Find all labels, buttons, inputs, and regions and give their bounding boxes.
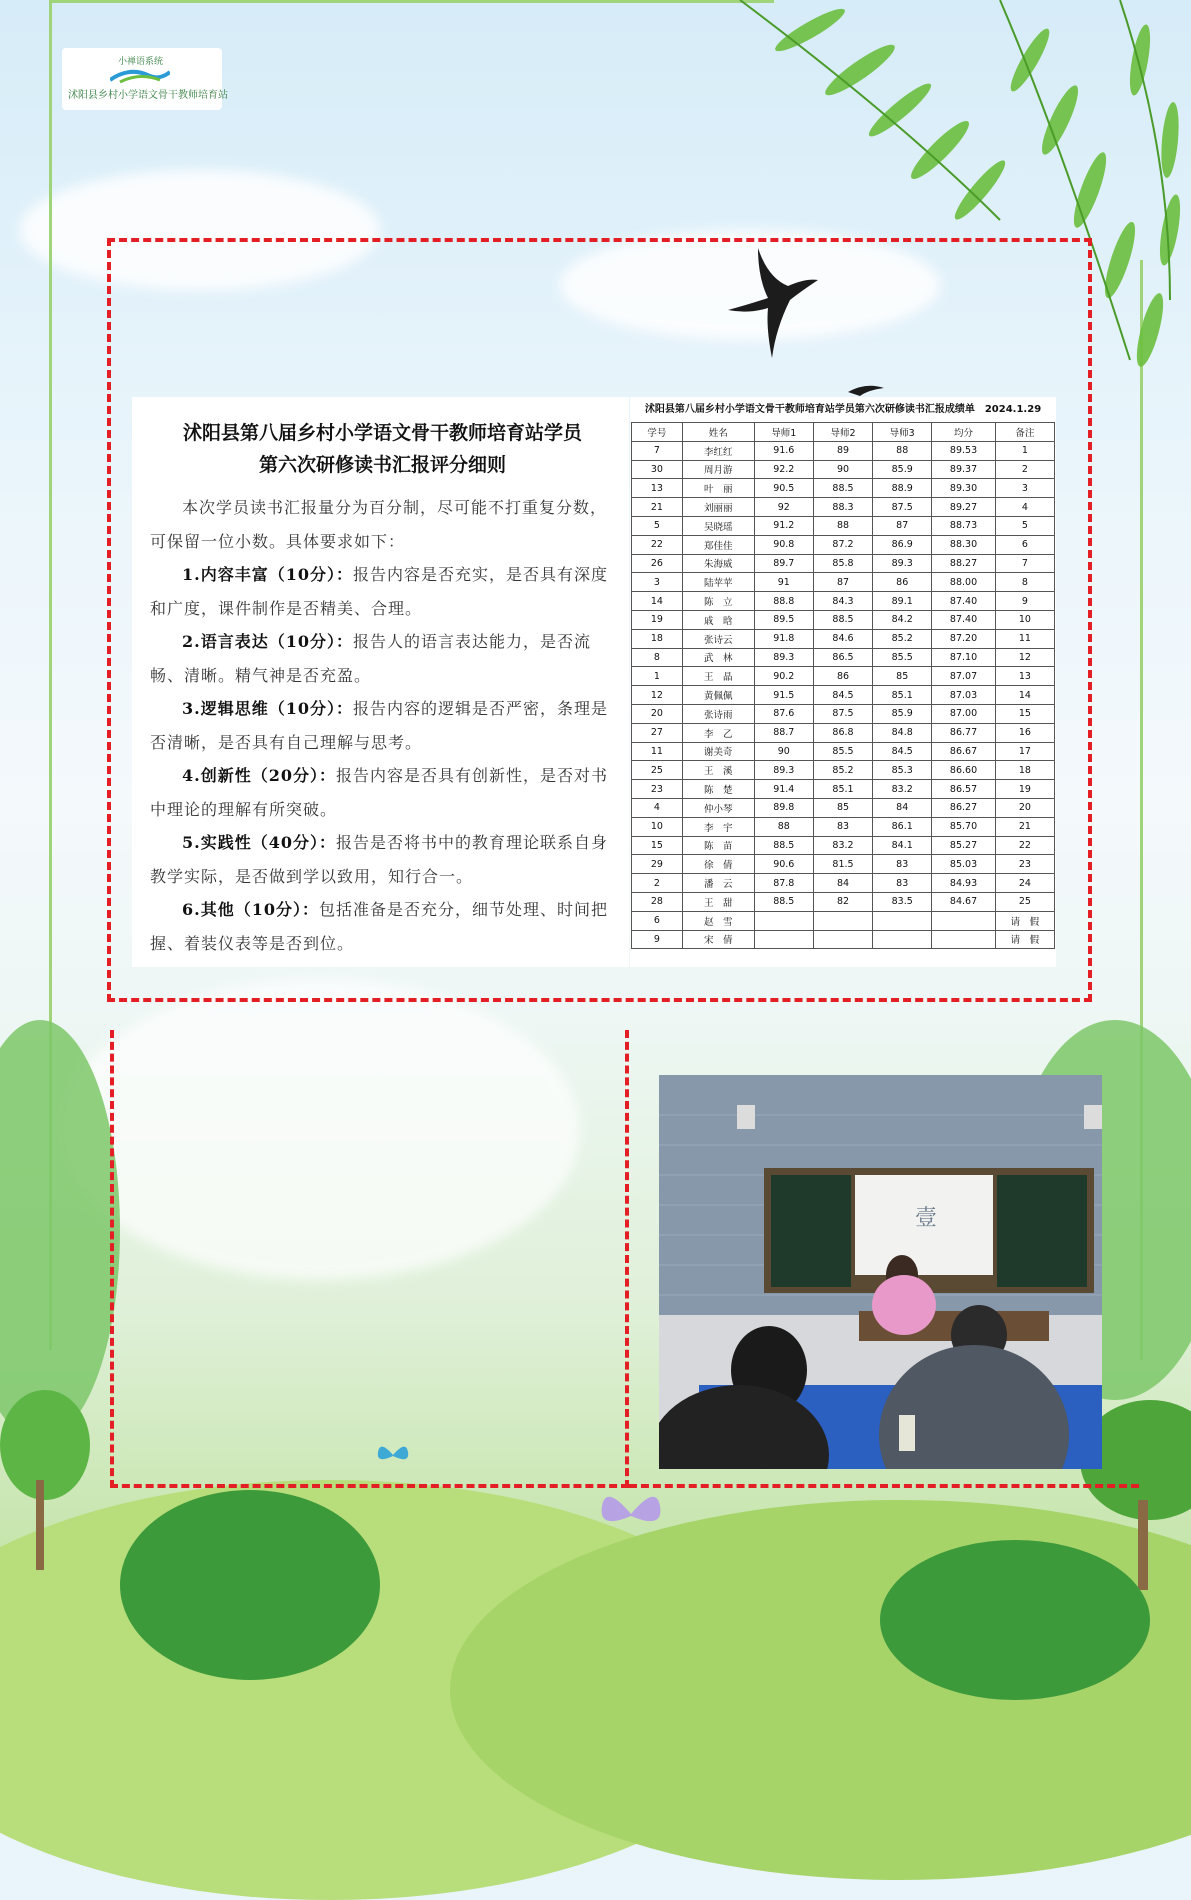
table-cell: 21 <box>995 817 1054 836</box>
tree-trunk <box>1138 1500 1148 1590</box>
table-cell: 87 <box>813 573 872 592</box>
table-cell: 87.40 <box>932 610 995 629</box>
table-cell: 85.2 <box>813 761 872 780</box>
table-cell: 89 <box>813 441 872 460</box>
table-cell: 85.70 <box>932 817 995 836</box>
table-cell: 1 <box>995 441 1054 460</box>
rule-item <box>150 558 615 625</box>
table-row <box>632 836 1055 855</box>
rule-item <box>150 692 615 759</box>
table-cell: 87.03 <box>932 686 995 705</box>
table-cell: 16 <box>995 723 1054 742</box>
table-row <box>632 667 1055 686</box>
table-cell: 85.03 <box>932 855 995 874</box>
table-cell: 张诗雨 <box>682 704 754 723</box>
rule-item-body: 报告是否将书中的教育理论联系自身教学实际，是否做到学以致用，知行合一。 <box>150 833 608 886</box>
table-cell: 88.00 <box>932 573 995 592</box>
table-cell: 89.27 <box>932 498 995 517</box>
table-row <box>632 554 1055 573</box>
table-cell: 20 <box>995 798 1054 817</box>
table-row <box>632 798 1055 817</box>
table-cell: 87.6 <box>754 704 813 723</box>
table-cell: 18 <box>632 629 683 648</box>
table-cell: 陈 苗 <box>682 836 754 855</box>
table-cell: 26 <box>632 554 683 573</box>
table-cell: 吴晓瑶 <box>682 516 754 535</box>
table-cell: 13 <box>995 667 1054 686</box>
table-cell: 90 <box>813 460 872 479</box>
table-cell: 李 宇 <box>682 817 754 836</box>
classroom-photo-illustration <box>659 1075 1102 1469</box>
table-row <box>632 498 1055 517</box>
table-row <box>632 855 1055 874</box>
table-cell: 赵 雪 <box>682 911 754 930</box>
table-cell: 88.3 <box>813 498 872 517</box>
table-cell: 85.2 <box>873 629 932 648</box>
table-cell: 4 <box>632 798 683 817</box>
table-cell: 2 <box>632 874 683 893</box>
table-cell: 88.5 <box>813 610 872 629</box>
table-cell: 12 <box>632 686 683 705</box>
table-cell: 87.5 <box>873 498 932 517</box>
table-cell: 88.5 <box>813 479 872 498</box>
table-cell: 88.7 <box>754 723 813 742</box>
table-cell: 88 <box>873 441 932 460</box>
table-cell: 86.9 <box>873 535 932 554</box>
table-cell <box>873 930 932 949</box>
table-cell: 88 <box>813 516 872 535</box>
table-cell: 85.3 <box>873 761 932 780</box>
table-cell: 87.40 <box>932 592 995 611</box>
table-cell <box>932 911 995 930</box>
table-cell: 刘丽丽 <box>682 498 754 517</box>
table-cell: 6 <box>632 911 683 930</box>
table-cell: 86 <box>873 573 932 592</box>
logo-top-text: 小禅语系统 <box>118 57 164 67</box>
table-cell: 6 <box>995 535 1054 554</box>
table-cell: 86.5 <box>813 648 872 667</box>
table-row <box>632 573 1055 592</box>
rule-item-body: 包括准备是否充分，细节处理、时间把握、着装仪表等是否到位。 <box>150 900 608 953</box>
table-cell: 23 <box>995 855 1054 874</box>
frame-top-line <box>49 0 774 3</box>
table-cell: 15 <box>995 704 1054 723</box>
table-cell: 86.77 <box>932 723 995 742</box>
table-cell: 85.9 <box>873 460 932 479</box>
table-cell: 3 <box>632 573 683 592</box>
table-cell: 86.60 <box>932 761 995 780</box>
table-cell: 85.1 <box>873 686 932 705</box>
table-cell: 83.2 <box>873 780 932 799</box>
table-cell: 徐 倩 <box>682 855 754 874</box>
table-row <box>632 479 1055 498</box>
table-cell: 仲小琴 <box>682 798 754 817</box>
table-cell: 87.07 <box>932 667 995 686</box>
column-header: 导师1 <box>754 423 813 442</box>
table-cell: 89.37 <box>932 460 995 479</box>
table-cell: 84.93 <box>932 874 995 893</box>
table-cell: 22 <box>995 836 1054 855</box>
table-cell <box>754 911 813 930</box>
table-cell: 李红红 <box>682 441 754 460</box>
table-cell: 91.2 <box>754 516 813 535</box>
table-cell: 2 <box>995 460 1054 479</box>
rule-item-heading: 2.语言表达（10分）： <box>182 632 353 651</box>
table-cell: 84.2 <box>873 610 932 629</box>
table-cell: 92 <box>754 498 813 517</box>
table-cell: 87.00 <box>932 704 995 723</box>
table-cell: 85.9 <box>873 704 932 723</box>
table-cell: 12 <box>995 648 1054 667</box>
table-cell: 91.8 <box>754 629 813 648</box>
score-table <box>631 422 1055 949</box>
table-cell: 黄佩佩 <box>682 686 754 705</box>
table-cell: 9 <box>632 930 683 949</box>
table-row <box>632 930 1055 949</box>
rule-item-heading: 5.实践性（40分）： <box>182 833 336 852</box>
table-cell: 1 <box>632 667 683 686</box>
table-row <box>632 610 1055 629</box>
table-cell: 郑佳佳 <box>682 535 754 554</box>
table-cell: 14 <box>632 592 683 611</box>
rule-item-heading: 6.其他（10分）： <box>182 900 319 919</box>
table-cell: 85 <box>873 667 932 686</box>
table-cell: 周月游 <box>682 460 754 479</box>
table-cell: 86 <box>813 667 872 686</box>
table-cell: 90.6 <box>754 855 813 874</box>
table-cell: 90.8 <box>754 535 813 554</box>
table-cell: 84.67 <box>932 892 995 911</box>
logo-caption: 沭阳县乡村小学语文骨干教师培育站 <box>68 90 228 101</box>
table-cell: 85.5 <box>873 648 932 667</box>
table-cell: 88.30 <box>932 535 995 554</box>
table-cell: 14 <box>995 686 1054 705</box>
table-row <box>632 535 1055 554</box>
table-cell: 25 <box>995 892 1054 911</box>
table-cell: 87.10 <box>932 648 995 667</box>
table-cell: 武 林 <box>682 648 754 667</box>
table-cell: 83.5 <box>873 892 932 911</box>
table-cell: 88.73 <box>932 516 995 535</box>
table-row <box>632 761 1055 780</box>
table-cell: 91.4 <box>754 780 813 799</box>
table-cell: 25 <box>632 761 683 780</box>
table-cell: 91 <box>754 573 813 592</box>
table-cell: 11 <box>632 742 683 761</box>
table-cell: 5 <box>632 516 683 535</box>
table-cell: 王 晶 <box>682 667 754 686</box>
table-row <box>632 648 1055 667</box>
score-table-caption: 沭阳县第八届乡村小学语文骨干教师培育站学员第六次研修读书汇报成绩单 2024.1.29 <box>644 404 1042 415</box>
table-cell: 3 <box>995 479 1054 498</box>
table-cell: 86.67 <box>932 742 995 761</box>
table-cell: 90 <box>754 742 813 761</box>
table-row <box>632 892 1055 911</box>
rule-item <box>150 759 615 826</box>
table-cell: 86.1 <box>873 817 932 836</box>
column-header: 备注 <box>995 423 1054 442</box>
table-cell: 8 <box>995 573 1054 592</box>
table-cell: 18 <box>995 761 1054 780</box>
table-cell: 17 <box>995 742 1054 761</box>
table-cell: 89.7 <box>754 554 813 573</box>
rule-item-heading: 4.创新性（20分）： <box>182 766 336 785</box>
table-cell: 89.8 <box>754 798 813 817</box>
rule-item <box>150 826 615 893</box>
table-cell: 潘 云 <box>682 874 754 893</box>
bottom-right-dashed-line <box>629 1484 1139 1488</box>
slide-character: 壹 <box>915 1206 938 1231</box>
table-cell: 张诗云 <box>682 629 754 648</box>
table-cell: 7 <box>632 441 683 460</box>
table-cell: 89.5 <box>754 610 813 629</box>
table-cell: 7 <box>995 554 1054 573</box>
table-cell: 朱海威 <box>682 554 754 573</box>
table-cell: 85.5 <box>813 742 872 761</box>
rule-item <box>150 625 615 692</box>
table-cell: 85.1 <box>813 780 872 799</box>
table-row <box>632 441 1055 460</box>
table-cell: 88.5 <box>754 836 813 855</box>
table-cell <box>873 911 932 930</box>
classroom-photo <box>659 1075 1102 1469</box>
table-row <box>632 780 1055 799</box>
table-row <box>632 460 1055 479</box>
table-cell: 84.5 <box>813 686 872 705</box>
table-cell: 请 假 <box>995 911 1054 930</box>
table-cell: 84 <box>813 874 872 893</box>
rules-title-line2: 第六次研修读书汇报评分细则 <box>258 454 506 476</box>
column-header: 导师3 <box>873 423 932 442</box>
table-cell: 20 <box>632 704 683 723</box>
table-cell: 85.8 <box>813 554 872 573</box>
table-cell: 李 乙 <box>682 723 754 742</box>
table-cell: 87 <box>873 516 932 535</box>
table-cell: 陈 楚 <box>682 780 754 799</box>
table-cell: 21 <box>632 498 683 517</box>
table-cell: 请 假 <box>995 930 1054 949</box>
table-cell <box>932 930 995 949</box>
table-cell: 30 <box>632 460 683 479</box>
table-cell: 88 <box>754 817 813 836</box>
table-cell: 85.27 <box>932 836 995 855</box>
table-cell: 84.3 <box>813 592 872 611</box>
tree <box>0 1390 90 1500</box>
table-cell: 90.5 <box>754 479 813 498</box>
table-cell: 宋 倩 <box>682 930 754 949</box>
table-cell: 9 <box>995 592 1054 611</box>
table-cell: 84 <box>873 798 932 817</box>
table-cell: 89.3 <box>754 648 813 667</box>
table-row <box>632 742 1055 761</box>
tree-trunk <box>36 1480 44 1570</box>
table-row <box>632 629 1055 648</box>
table-cell: 戚 晗 <box>682 610 754 629</box>
rules-title-line1: 沭阳县第八届乡村小学语文骨干教师培育站学员 <box>182 422 582 444</box>
table-cell <box>813 930 872 949</box>
table-cell: 13 <box>632 479 683 498</box>
table-cell: 王 溪 <box>682 761 754 780</box>
table-cell: 84.1 <box>873 836 932 855</box>
table-cell: 8 <box>632 648 683 667</box>
table-cell: 29 <box>632 855 683 874</box>
table-cell: 23 <box>632 780 683 799</box>
rule-item-heading: 3.逻辑思维（10分）： <box>182 699 353 718</box>
rule-item-body: 报告内容是否具有创新性，是否对书中理论的理解有所突破。 <box>150 766 608 819</box>
score-table-body <box>632 441 1055 949</box>
table-cell: 83 <box>873 874 932 893</box>
table-cell: 83 <box>873 855 932 874</box>
table-cell: 5 <box>995 516 1054 535</box>
table-cell: 90.2 <box>754 667 813 686</box>
table-cell: 4 <box>995 498 1054 517</box>
table-cell: 19 <box>995 780 1054 799</box>
table-header-row <box>632 423 1055 442</box>
table-cell: 87.5 <box>813 704 872 723</box>
table-cell: 81.5 <box>813 855 872 874</box>
table-cell: 86.57 <box>932 780 995 799</box>
table-cell: 88.8 <box>754 592 813 611</box>
table-cell: 11 <box>995 629 1054 648</box>
table-row <box>632 817 1055 836</box>
table-cell: 91.5 <box>754 686 813 705</box>
rule-item <box>150 893 615 960</box>
score-report-document <box>630 397 1056 967</box>
table-cell: 83.2 <box>813 836 872 855</box>
table-cell: 88.5 <box>754 892 813 911</box>
table-cell: 22 <box>632 535 683 554</box>
table-cell: 92.2 <box>754 460 813 479</box>
table-cell: 84.8 <box>873 723 932 742</box>
table-cell: 83 <box>813 817 872 836</box>
table-cell <box>813 911 872 930</box>
table-cell: 89.3 <box>754 761 813 780</box>
table-cell: 24 <box>995 874 1054 893</box>
table-cell: 87.8 <box>754 874 813 893</box>
table-row <box>632 686 1055 705</box>
table-cell: 84.6 <box>813 629 872 648</box>
table-cell: 28 <box>632 892 683 911</box>
table-cell: 27 <box>632 723 683 742</box>
table-cell: 19 <box>632 610 683 629</box>
table-cell: 85 <box>813 798 872 817</box>
table-cell: 陆苹苹 <box>682 573 754 592</box>
table-cell: 86.27 <box>932 798 995 817</box>
column-header: 姓名 <box>682 423 754 442</box>
table-cell <box>754 930 813 949</box>
table-row <box>632 723 1055 742</box>
table-cell: 87.20 <box>932 629 995 648</box>
table-row <box>632 874 1055 893</box>
bush <box>120 1490 380 1680</box>
table-cell: 82 <box>813 892 872 911</box>
table-cell: 91.6 <box>754 441 813 460</box>
table-cell: 89.1 <box>873 592 932 611</box>
table-cell: 88.9 <box>873 479 932 498</box>
rule-item-body: 报告内容是否充实，是否具有深度和广度，课件制作是否精美、合理。 <box>150 565 608 618</box>
table-row <box>632 704 1055 723</box>
bush <box>880 1540 1150 1700</box>
column-header: 学号 <box>632 423 683 442</box>
table-cell: 王 甜 <box>682 892 754 911</box>
column-header: 均分 <box>932 423 995 442</box>
rule-item-body: 报告人的语言表达能力，是否流畅、清晰。精气神是否充盈。 <box>150 632 591 685</box>
column-header: 导师2 <box>813 423 872 442</box>
rules-intro: 本次学员读书汇报量分为百分制，尽可能不打重复分数，可保留一位小数。具体要求如下： <box>150 498 608 551</box>
table-cell: 陈 立 <box>682 592 754 611</box>
table-cell: 88.27 <box>932 554 995 573</box>
table-cell: 86.8 <box>813 723 872 742</box>
table-cell: 10 <box>995 610 1054 629</box>
table-row <box>632 592 1055 611</box>
butterfly-icon <box>598 1484 664 1542</box>
table-cell: 89.30 <box>932 479 995 498</box>
table-cell: 84.5 <box>873 742 932 761</box>
table-cell: 15 <box>632 836 683 855</box>
table-cell: 89.3 <box>873 554 932 573</box>
table-cell: 10 <box>632 817 683 836</box>
bottom-left-dashed-frame <box>110 1030 629 1488</box>
table-cell: 谢美奇 <box>682 742 754 761</box>
rule-item-heading: 1.内容丰富（10分）： <box>182 565 353 584</box>
table-cell: 89.53 <box>932 441 995 460</box>
table-cell: 87.2 <box>813 535 872 554</box>
rule-item-body: 报告内容的逻辑是否严密，条理是否清晰，是否具有自己理解与思考。 <box>150 699 608 752</box>
table-cell: 叶 丽 <box>682 479 754 498</box>
scoring-rules-document <box>132 397 629 967</box>
table-row <box>632 516 1055 535</box>
site-logo <box>62 48 228 110</box>
table-row <box>632 911 1055 930</box>
